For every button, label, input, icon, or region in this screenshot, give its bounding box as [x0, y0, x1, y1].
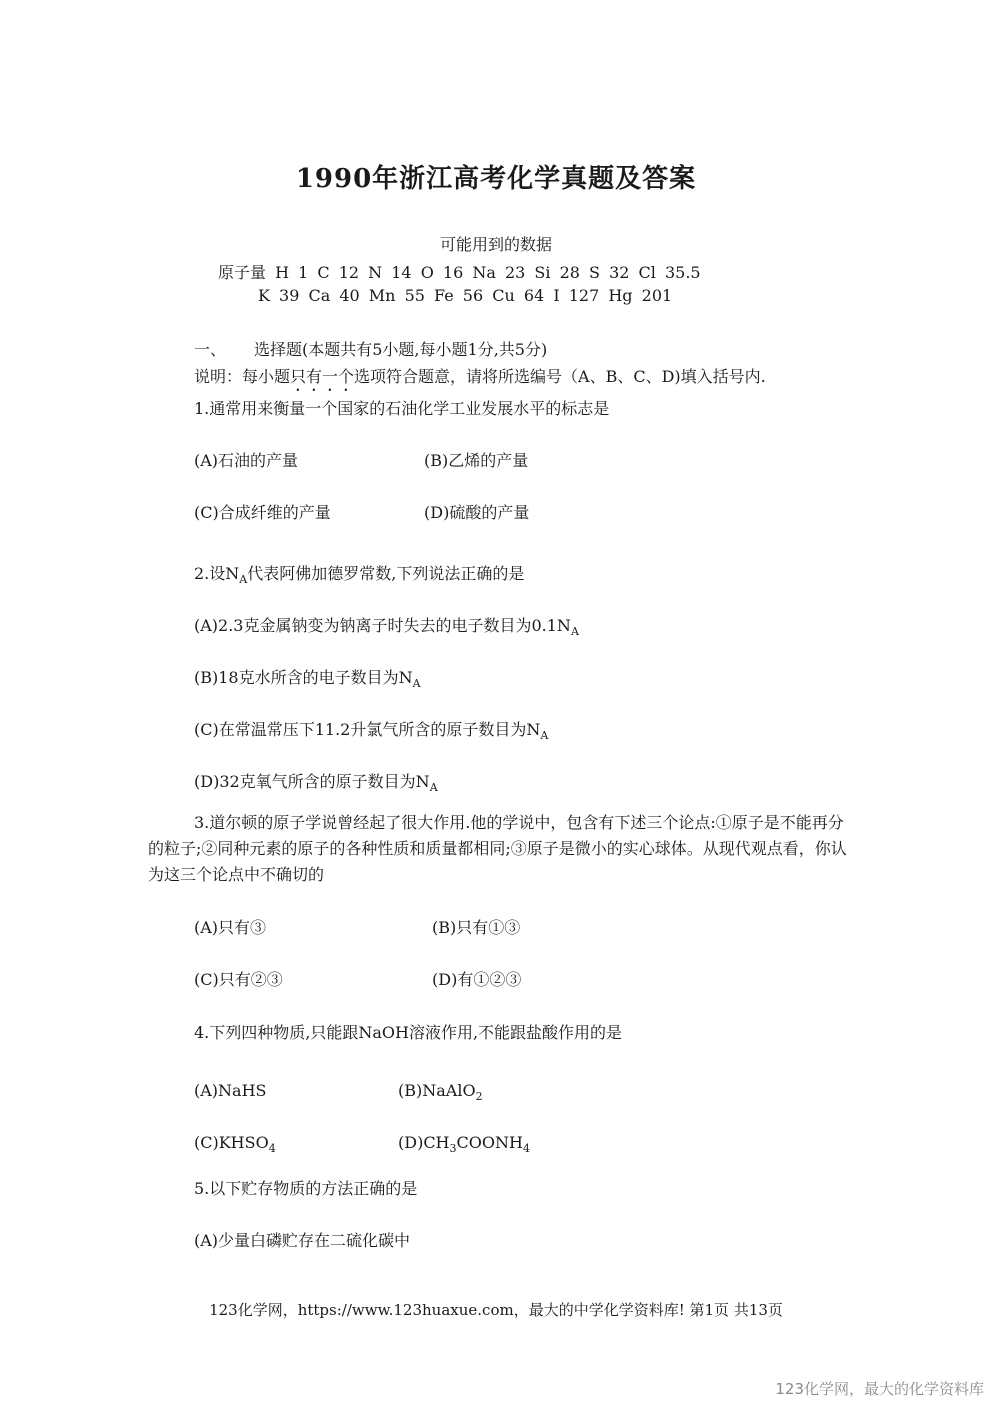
subscript: A	[429, 781, 438, 794]
q4-option-d	[398, 1133, 530, 1155]
instruction-prefix: 说明：每小题	[194, 367, 291, 386]
question-2-stem	[194, 561, 524, 584]
q2-option-d	[194, 769, 438, 792]
section-heading: 选择题(本题共有5小题,每小题1分,共5分)	[254, 340, 548, 359]
q5-option-a: (A)少量白磷贮存在二硫化碳中	[194, 1231, 411, 1250]
subscript: A	[412, 677, 421, 690]
instruction-emphasis: 只有一个	[290, 367, 355, 386]
subscript: A	[570, 625, 579, 638]
q4-option-c	[194, 1133, 276, 1155]
atomic-masses-line-1: 原子量 H 1 C 12 N 14 O 16 Na 23 Si 28 S 32 Cl 35.5	[218, 263, 701, 282]
question-4-stem: 4.下列四种物质,只能跟NaOH溶液作用,不能跟盐酸作用的是	[194, 1023, 623, 1042]
q3-option-a: (A)只有③	[194, 918, 267, 937]
subscript: A	[540, 729, 549, 742]
instruction	[194, 364, 766, 395]
q2-d-text: (D)32克氧气所含的原子数目为N	[194, 772, 430, 791]
question-5-stem: 5.以下贮存物质的方法正确的是	[194, 1179, 418, 1198]
q1-option-b: (B)乙烯的产量	[424, 451, 529, 470]
subscript: A	[239, 573, 248, 586]
question-1-stem: 1.通常用来衡量一个国家的石油化学工业发展水平的标志是	[194, 399, 610, 418]
q2-c-text: (C)在常温常压下11.2升氯气所含的原子数目为N	[194, 720, 541, 739]
q3-option-c: (C)只有②③	[194, 970, 283, 989]
q3-option-d: (D)有①②③	[432, 970, 522, 989]
page-footer: 123化学网，https://www.123huaxue.com，最大的中学化学资料库! 第1页 共13页	[209, 1301, 783, 1319]
question-3-stem: 3.道尔顿的原子学说曾经起了很大作用.他的学说中，包含有下述三个论点:①原子是不能再分的粒子;②同种元素的原子的各种性质和质量都相同;③原子是微小的实心球体。从现代观点看，你认为这三个论点中不确切的	[148, 813, 847, 884]
q2-option-c	[194, 717, 548, 740]
atomic-masses-line-2: K 39 Ca 40 Mn 55 Fe 56 Cu 64 I 127 Hg 201	[258, 286, 673, 305]
subscript: 4	[522, 1142, 530, 1155]
q4-option-a: (A)NaHS	[194, 1081, 267, 1100]
page-title: 1990年浙江高考化学真题及答案	[295, 164, 697, 194]
q4-d-text: (D)CH	[398, 1133, 450, 1152]
q4-d-text-2: COONH	[456, 1133, 523, 1152]
q1-option-c: (C)合成纤维的产量	[194, 503, 331, 522]
q4-b-text: (B)NaAlO	[398, 1081, 476, 1100]
q2-a-text: (A)2.3克金属钠变为钠离子时失去的电子数目为0.1N	[194, 616, 571, 635]
q4-option-b	[398, 1081, 483, 1103]
q2-option-a	[194, 613, 579, 636]
q1-option-a: (A)石油的产量	[194, 451, 299, 470]
instruction-suffix: 选项符合题意，请将所选编号（A、B、C、D)填入括号内.	[354, 367, 766, 386]
q1-option-d: (D)硫酸的产量	[424, 503, 530, 522]
subscript: 3	[449, 1142, 457, 1155]
q4-c-text: (C)KHSO	[194, 1133, 269, 1152]
q2-option-b	[194, 665, 421, 688]
watermark: 123化学网，最大的化学资料库	[775, 1380, 984, 1398]
q2-b-text: (B)18克水所含的电子数目为N	[194, 668, 413, 687]
subscript: 4	[268, 1142, 276, 1155]
q3-option-b: (B)只有①③	[432, 918, 521, 937]
subscript: 2	[475, 1090, 483, 1103]
q2-stem-text: 2.设N	[194, 564, 240, 583]
data-heading: 可能用到的数据	[439, 235, 552, 254]
q2-stem-text-2: 代表阿佛加德罗常数,下列说法正确的是	[247, 564, 525, 583]
section-number: 一、	[194, 340, 227, 359]
